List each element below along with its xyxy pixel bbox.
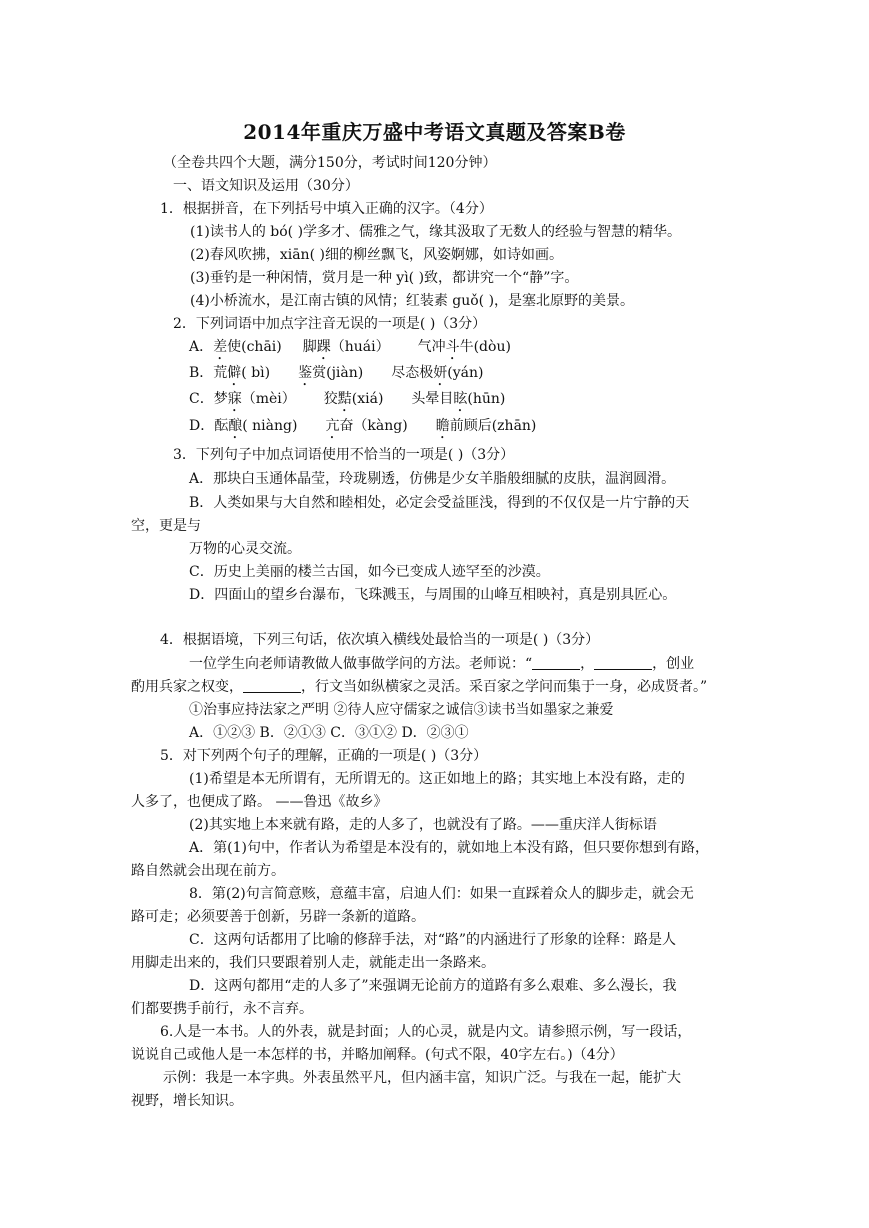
- option-text: ( bì): [241, 365, 271, 381]
- q6-stem-cont: 说说自己或他人是一本怎样的书，并略加阐释。(句式不限，40字左右。)（4分）: [131, 1047, 624, 1063]
- option-text: (hūn): [467, 391, 506, 407]
- q4-passage: [189, 654, 694, 674]
- fill-blank: [594, 655, 652, 670]
- q3-option-b-cont: 万物的心灵交流。: [189, 541, 301, 557]
- q4-choices: A．①②③ B．②①③ C．③①② D．②③①: [189, 725, 469, 741]
- option-text: A．: [189, 339, 214, 355]
- passage-text: ，: [580, 656, 595, 672]
- option-text: 赏(jiàn): [312, 365, 364, 381]
- q5-option-b: 8．第(2)句言简意赅，意蕴丰富，启迪人们：如果一直踩着众人的脚步走，就会无: [189, 886, 694, 902]
- option-text: 气冲: [417, 339, 446, 355]
- q5-option-a-cont: 路自然就会出现在前方。: [131, 863, 285, 879]
- dotted-char: 妍: [433, 365, 448, 381]
- q6-example-cont: 视野，增长知识。: [131, 1093, 243, 1109]
- option-text: 牛(dòu): [459, 339, 511, 355]
- q1-item: (3)垂钓是一种闲情，赏月是一种 yì( )致，都讲究一个“静”字。: [190, 270, 579, 286]
- passage-text: 酌用兵家之权变，: [131, 679, 243, 695]
- option-text: 尽态极: [391, 365, 434, 381]
- option-text: C．梦: [189, 391, 228, 407]
- passage-text: 一位学生向老师请教做人做事做学问的方法。老师说：“: [189, 656, 533, 672]
- q3-option-b: B．人类如果与大自然和睦相处，必定会受益匪浅，得到的不仅仅是一片宁静的天: [189, 495, 690, 511]
- q5-option-d-cont: 们都要携手前行，永不言弃。: [131, 1001, 313, 1017]
- q5-sentence-1: (1)希望是本无所谓有，无所谓无的。这正如地上的路；其实地上本没有路，走的: [189, 771, 685, 787]
- q5-option-a: A．第(1)句中，作者认为希望是本没有的，就如地上本没有路，但只要你想到有路，: [189, 840, 709, 856]
- q2-stem: 2．下列词语中加点字注音无误的一项是( )（3分）: [173, 316, 487, 332]
- q5-option-b-cont: 路可走；必须要善于创新，另辟一条新的道路。: [131, 909, 425, 925]
- dotted-char: 鉴: [298, 365, 313, 381]
- passage-text: ，行文当如纵横家之灵活。采百家之学问而集于一身，必成贤者。”: [301, 679, 708, 695]
- q1-stem: 1．根据拼音，在下列括号中填入正确的汉字。（4分）: [160, 201, 493, 217]
- option-text: （huái）: [330, 339, 390, 355]
- option-text: 使(chāi): [227, 339, 282, 355]
- option-text: 脚: [302, 339, 317, 355]
- option-text: (yán): [447, 365, 484, 381]
- option-text: (xiá): [351, 391, 384, 407]
- q3-option-c: C．历史上美丽的楼兰古国，如今已变成人迹罕至的沙漠。: [189, 564, 550, 580]
- dotted-char: 眩: [453, 391, 468, 407]
- dotted-char: 亢: [325, 418, 340, 434]
- q3-option-d: D．四面山的望乡台瀑布，飞珠溅玉，与周围的山峰互相映衬，真是别具匠心。: [189, 587, 677, 603]
- q1-item: (1)读书人的 bó( )学多才、儒雅之气，缘其汲取了无数人的经验与智慧的精华。: [190, 224, 682, 240]
- q4-passage-cont: [131, 677, 707, 697]
- option-text: 前顾后(zhān): [449, 418, 537, 434]
- exam-intro: （全卷共四个大题，满分150分，考试时间120分钟）: [163, 155, 497, 171]
- q4-sentences: ①治事应持法家之严明 ②待人应守儒家之诚信③读书当如墨家之兼爱: [189, 702, 614, 718]
- dotted-char: 僻: [227, 365, 242, 381]
- dotted-char: 酿: [228, 418, 243, 434]
- page-title: 2014年重庆万盛中考语文真题及答案B卷: [243, 120, 626, 144]
- q2-option-d: [189, 416, 536, 442]
- q3-option-a: A．那块白玉通体晶莹，玲珑剔透，仿佛是少女羊脂般细腻的皮肤，温润圆滑。: [189, 471, 676, 487]
- q1-item: (4)小桥流水，是江南古镇的风情；红装素 guǒ( )，是塞北原野的美景。: [190, 293, 635, 309]
- dotted-char: 斗: [445, 339, 460, 355]
- option-text: D．酝: [189, 418, 229, 434]
- option-text: （mèi）: [241, 391, 296, 407]
- q5-sentence-1-cont: 人多了，也便成了路。 ——鲁迅《故乡》: [131, 794, 388, 810]
- dotted-char: 差: [213, 339, 228, 355]
- option-text: B．荒: [189, 365, 228, 381]
- q2-option-c: [189, 389, 505, 415]
- q6-stem: 6.人是一本书。人的外表，就是封面；人的心灵，就是内文。请参照示例，写一段话，: [160, 1024, 692, 1040]
- q3-stem: 3．下列句子中加点词语使用不恰当的一项是( )（3分）: [173, 447, 515, 463]
- q5-option-d: D．这两句都用“走的人多了”来强调无论前方的道路有多么艰难、多么漫长，我: [189, 978, 677, 994]
- fill-blank: [243, 678, 301, 693]
- q5-option-c-cont: 用脚走出来的，我们只要跟着别人走，就能走出一条路来。: [131, 955, 495, 971]
- section-heading: 一、语文知识及运用（30分）: [173, 178, 359, 194]
- q5-sentence-2: (2)其实地上本来就有路，走的人多了，也就没有了路。——重庆洋人街标语: [189, 817, 657, 833]
- q2-option-b: [189, 363, 483, 389]
- q3-option-b-cont: 空，更是与: [131, 518, 201, 534]
- option-text: 头晕目: [411, 391, 454, 407]
- option-text: 狡: [323, 391, 338, 407]
- option-text: 奋（kàng): [339, 418, 408, 434]
- option-text: ( niàng): [242, 418, 298, 434]
- q4-stem: 4．根据语境，下列三句话，依次填入横线处最恰当的一项是( )（3分）: [160, 632, 600, 648]
- q5-option-c: C．这两句话都用了比喻的修辞手法，对“路”的内涵进行了形象的诠释：路是人: [189, 932, 677, 948]
- dotted-char: 黠: [337, 391, 352, 407]
- dotted-char: 踝: [316, 339, 331, 355]
- passage-text: ，创业: [652, 656, 695, 672]
- q6-example: 示例：我是一本字典。外表虽然平凡，但内涵丰富，知识广泛。与我在一起，能扩大: [163, 1070, 681, 1086]
- fill-blank: [532, 655, 580, 670]
- dotted-char: 瞻: [435, 418, 450, 434]
- q2-option-a: [189, 337, 511, 363]
- dotted-char: 寐: [227, 391, 242, 407]
- q1-item: (2)春风吹拂，xiān( )细的柳丝飘飞，风姿婀娜，如诗如画。: [190, 247, 563, 263]
- q5-stem: 5．对下列两个句子的理解，正确的一项是( )（3分）: [160, 748, 488, 764]
